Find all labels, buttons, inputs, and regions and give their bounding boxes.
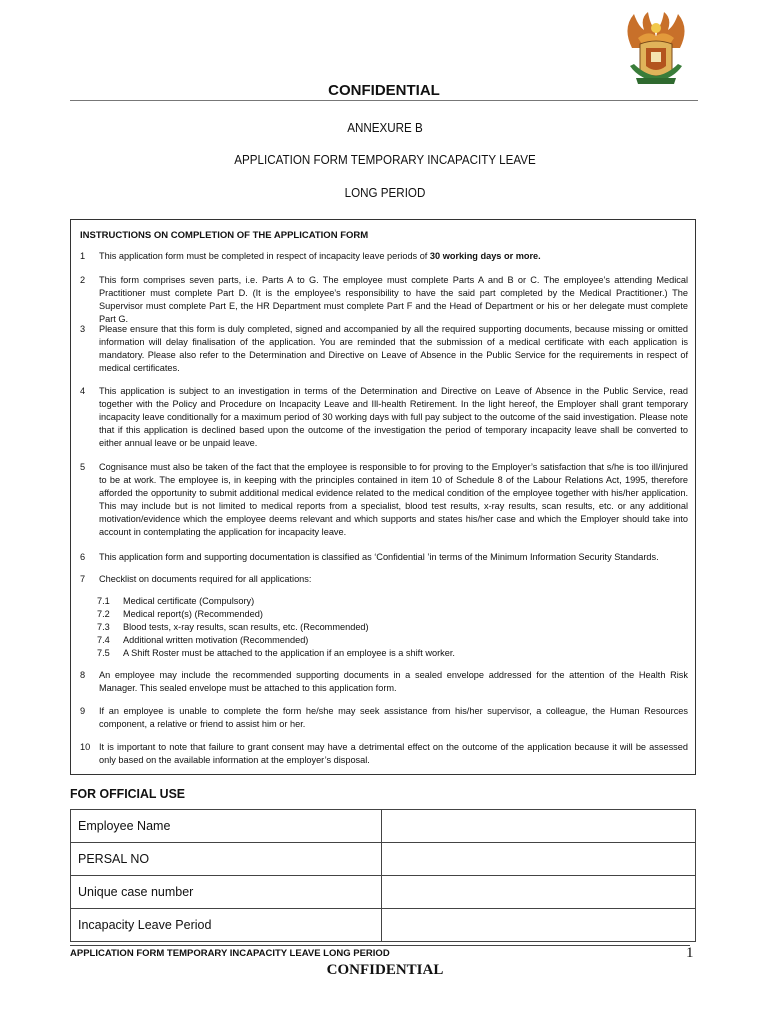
instruction-number: 1 (80, 251, 86, 261)
instruction-text: Cognisance must also be taken of the fact that the employee is responsible to for proving to the Employer’s satisfaction that s/he is too ill/injured to be at work. The employee is, in keeping with the principles contained in item 10 of Schedule 8 of the Labour Relations Act, 1995, therefore afforded the opportunity to submit additional medical evidence related to the medical condition of the employee together with his/her application. This may include but is not limited to medical reports from a specialist, blood test results, x-ray results, scan results, etc. or any additional motivation/evidence which the employee deems relevant and which supports and states his/her case and which the Employer should take into account in contemplating the application for incapacity leave. (99, 462, 688, 538)
instruction-text: This form comprises seven parts, i.e. Parts A to G. The employee must complete Parts A and B or C. The employee’s attending Medical Practitioner must complete Part D. (It is the employee’s responsibility to have the said part completed by the Medical Practitioner.) The Supervisor must complete Part E, the HR Department must complete Part F and the Head of Department or his or her delegate must complete Part G. (99, 275, 688, 325)
field-label: Employee Name (71, 810, 382, 843)
instruction-number: 8 (80, 670, 86, 680)
instruction-item (80, 573, 688, 586)
annexure-label: ANNEXURE B (347, 121, 423, 135)
instruction-item (80, 669, 688, 695)
instruction-item (80, 385, 688, 450)
instruction-text: It is important to note that failure to grant consent may have a detrimental effect on the outcome of the application because it will be assessed only based on the available information at the employer’s disposal. (99, 742, 688, 766)
field-label: PERSAL NO (71, 843, 382, 876)
period-label: LONG PERIOD (344, 186, 426, 200)
header-divider (70, 100, 698, 101)
incapacity-leave-period-field[interactable] (382, 909, 696, 942)
checklist-item (97, 634, 308, 647)
confidential-footer: CONFIDENTIAL (326, 962, 444, 978)
instruction-item (80, 250, 688, 263)
field-label: Unique case number (71, 876, 382, 909)
checklist-text: A Shift Roster must be attached to the application if an employee is a shift worker. (123, 648, 455, 658)
instruction-number: 9 (80, 706, 86, 716)
instruction-number: 7 (80, 574, 86, 584)
instruction-number: 2 (80, 275, 86, 285)
page-number: 1 (686, 945, 694, 961)
instructions-title: INSTRUCTIONS ON COMPLETION OF THE APPLICATION FORM (80, 230, 369, 241)
table-row (71, 909, 696, 942)
instruction-number: 3 (80, 324, 86, 334)
persal-no-field[interactable] (382, 843, 696, 876)
checklist-number: 7.4 (97, 635, 110, 645)
checklist-text: Medical certificate (Compulsory) (123, 596, 255, 606)
instruction-number: 5 (80, 462, 86, 472)
checklist-text: Blood tests, x-ray results, scan results, etc. (Recommended) (123, 622, 369, 632)
instruction-item (80, 705, 688, 731)
instruction-number: 4 (80, 386, 86, 396)
checklist-text: Medical report(s) (Recommended) (123, 609, 263, 619)
table-row (71, 876, 696, 909)
instructions-box (70, 219, 696, 775)
official-use-table (70, 809, 696, 942)
instruction-text: Please ensure that this form is duly completed, signed and accompanied by all the required supporting documents, because missing or omitted information will delay finalisation of the application. You are reminded that the submission of a medical certificate with each application is mandatory. Please also refer to the Determination and Directive on Leave of Absence in the Public Service for the requirements in respect of medical certificates. (99, 324, 688, 374)
instruction-text: Checklist on documents required for all applications: (99, 574, 312, 584)
instruction-number: 10 (80, 742, 91, 752)
checklist-number: 7.3 (97, 622, 110, 632)
field-label: Incapacity Leave Period (71, 909, 382, 942)
checklist-number: 7.2 (97, 609, 110, 619)
instruction-text: This application form and supporting documentation is classified as ‘Confidential ’in terms of the Minimum Information Security Standards. (99, 552, 659, 562)
instruction-emphasis: 30 working days or more. (429, 251, 541, 261)
instruction-number: 6 (80, 552, 86, 562)
instruction-item (80, 461, 688, 540)
table-row (71, 810, 696, 843)
instruction-text: An employee may include the recommended supporting documents in a sealed envelope addressed for the attention of the Health Risk Manager. This sealed envelope must be attached to this application form. (99, 670, 688, 694)
checklist-number: 7.1 (97, 596, 110, 606)
coat-of-arms-logo (618, 8, 694, 88)
employee-name-field[interactable] (382, 810, 696, 843)
official-use-heading: FOR OFFICIAL USE (70, 786, 186, 801)
confidential-header: CONFIDENTIAL (328, 82, 440, 99)
checklist-item (97, 608, 263, 621)
footer-title: APPLICATION FORM TEMPORARY INCAPACITY LEAVE LONG PERIOD (70, 948, 390, 959)
instruction-text: This application form must be completed in respect of incapacity leave periods of (99, 251, 430, 261)
checklist-number: 7.5 (97, 648, 110, 658)
checklist-text: Additional written motivation (Recommended) (123, 635, 309, 645)
instruction-text: If an employee is unable to complete the form he/she may seek assistance from his/her supervisor, a colleague, the Human Resources component, a relative or friend to assist him or her. (99, 706, 688, 730)
form-title: APPLICATION FORM TEMPORARY INCAPACITY LEAVE (234, 153, 536, 167)
table-row (71, 843, 696, 876)
checklist-item (97, 621, 369, 634)
footer-divider (70, 945, 690, 946)
checklist-item (97, 595, 254, 608)
instruction-text: This application is subject to an investigation in terms of the Determination and Directive on Leave of Absence in the Public Service, read together with the Policy and Procedure on Incapacity Leave and Ill-health Retirement. In the light hereof, the Employer shall grant temporary incapacity leave conditionally for a maximum period of 30 working days with full pay subject to the outcome of the said investigation. Please note that if this application is declined based upon the outcome of the investigation the period of temporary incapacity leave shall be converted to either annual leave or be unpaid leave. (99, 386, 688, 449)
unique-case-number-field[interactable] (382, 876, 696, 909)
instruction-item (80, 274, 688, 326)
instruction-item (80, 323, 688, 375)
checklist-item (97, 647, 455, 660)
instruction-item (80, 741, 688, 767)
instruction-item (80, 551, 688, 564)
